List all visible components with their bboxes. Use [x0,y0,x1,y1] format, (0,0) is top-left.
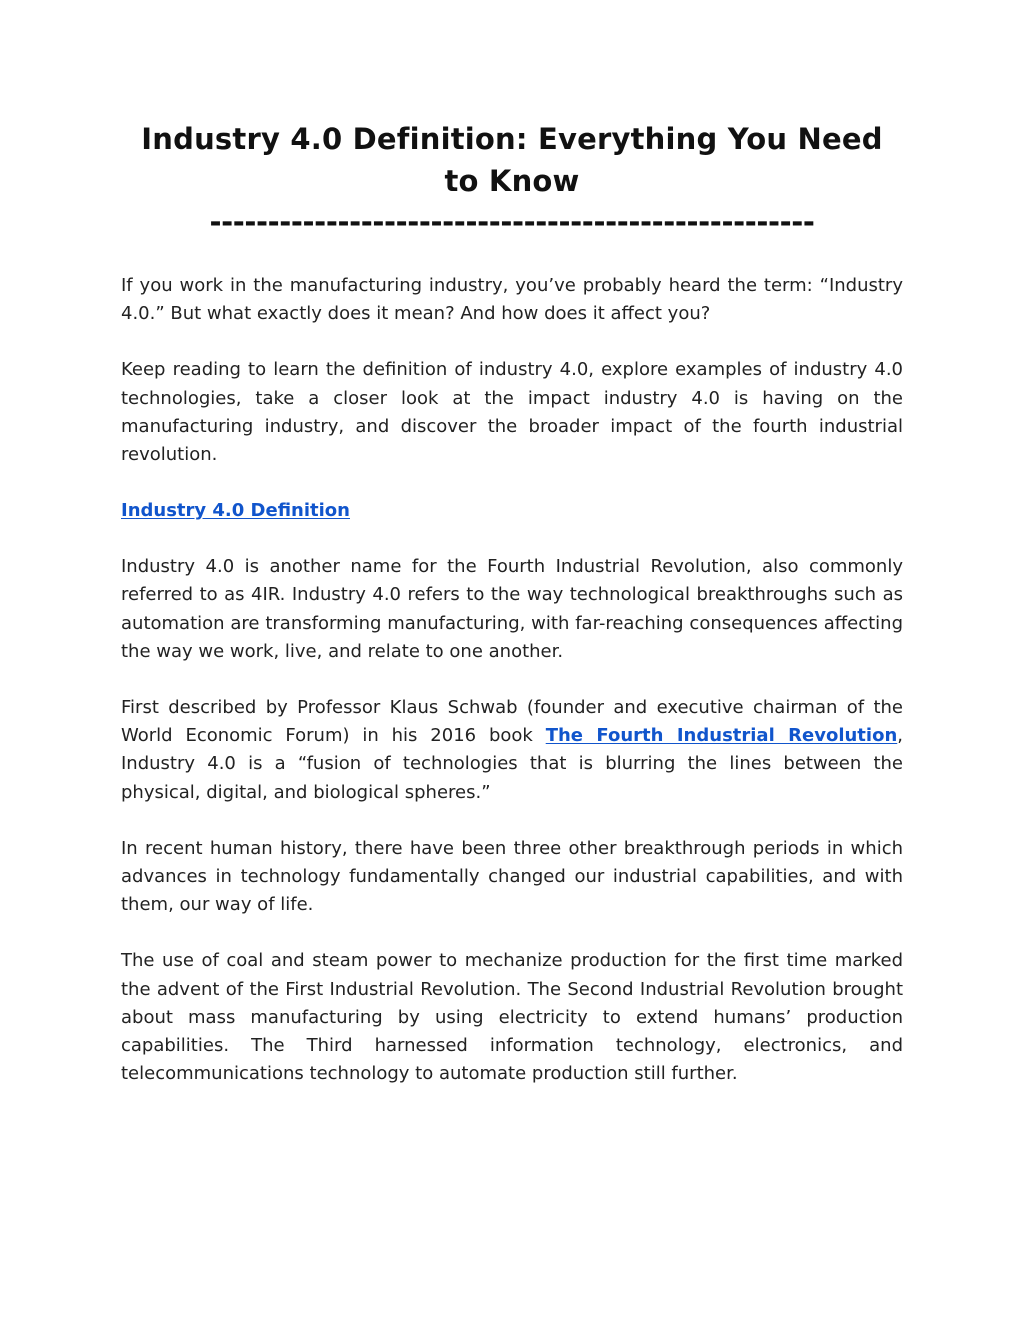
section-heading-link[interactable]: Industry 4.0 Definition [121,500,350,522]
history-paragraph-1: In recent human history, there have been three other breakthrough periods in which advances in technology fundamentally changed our industrial capabilities, and with them, our way of life. [121,837,903,916]
definition-paragraph-2-tail: , Industry 4.0 is a “fusion of technologies that is blurring the lines between the physical, digital, and biological spheres.” [121,725,903,803]
intro-paragraph-1: If you work in the manufacturing industry, you’ve probably heard the term: “Industry 4.0.” But what exactly does it mean? And how does it affect you? [121,275,903,325]
definition-paragraph-2-lead: First described by Professor Klaus Schwab (founder and executive chairman of the World Economic Forum) in his 2016 book [121,697,903,747]
definition-paragraph-2 [121,694,903,807]
definition-paragraph-1: Industry 4.0 is another name for the Fourth Industrial Revolution, also commonly referred to as 4IR. Industry 4.0 refers to the way technological breakthroughs such as automation are transforming manufacturing, with far-reaching consequences affecting the way we work, live, and relate to one another. [121,556,903,662]
section-heading [121,497,903,525]
document-title: Industry 4.0 Definition: Everything You Need to Know [141,122,883,198]
document-page [121,118,903,1088]
history-paragraph-2: The use of coal and steam power to mechanize production for the first time marked the advent of the First Industrial Revolution. The Second Industrial Revolution brought about mass manufacturing by using electricity to extend humans’ production capabilities. The Third harnessed information technology, electronics, and telecommunications technology to automate production still further. [121,950,903,1085]
book-link[interactable]: The Fourth Industrial Revolution [545,725,898,747]
intro-paragraph-2: Keep reading to learn the definition of industry 4.0, explore examples of industry 4.0 technologies, take a closer look at the impact industry 4.0 is having on the manufacturing industry, and discover the broader impact of the fourth industrial revolution. [121,359,903,466]
title-divider: ---------------------------------------------------- [209,205,815,239]
